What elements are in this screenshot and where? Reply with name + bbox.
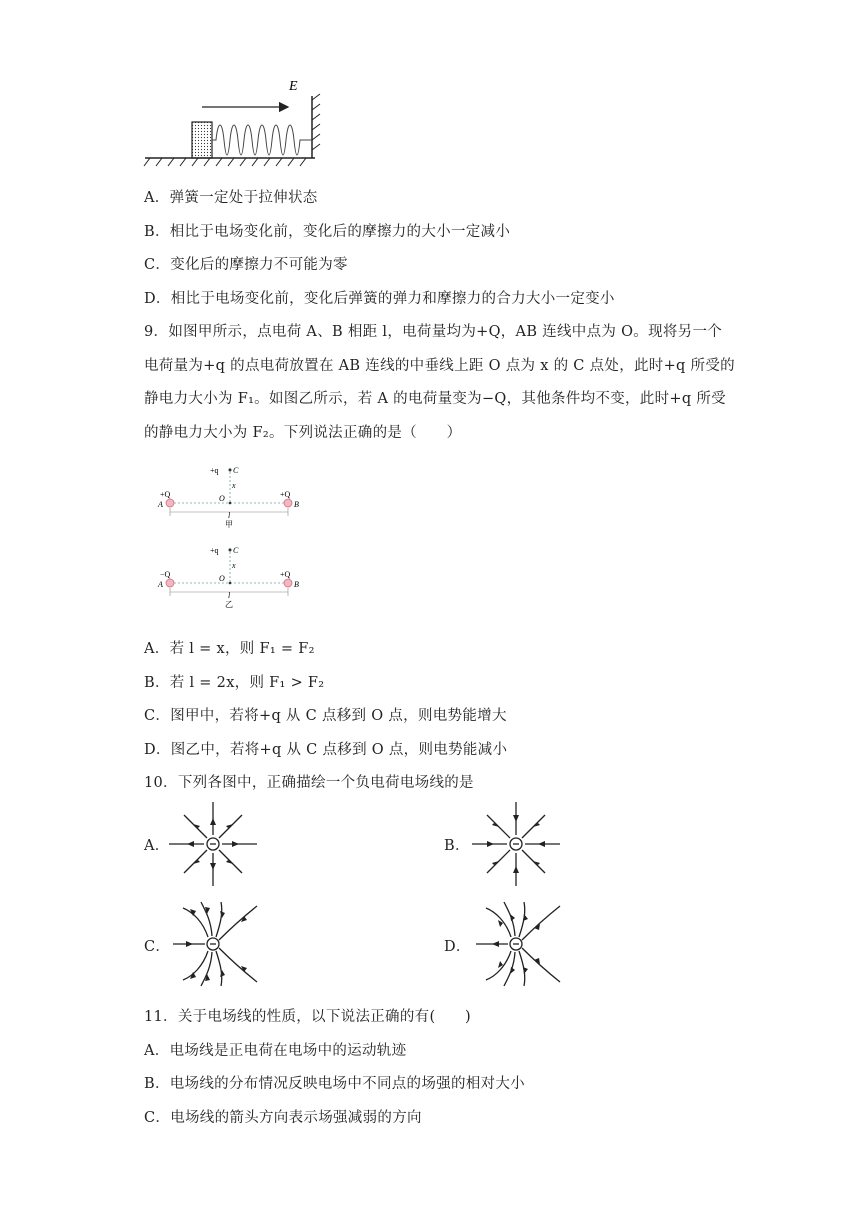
figure-yi bbox=[150, 540, 310, 608]
fig-jia-x: x bbox=[232, 481, 236, 490]
fig-yi-qb: +Q bbox=[280, 570, 291, 579]
fig-jia-o: O bbox=[219, 494, 225, 503]
fig-yi-a: A bbox=[158, 580, 163, 589]
fig-jia-qb: +Q bbox=[280, 490, 291, 499]
fig-jia-qa: +Q bbox=[160, 490, 171, 499]
fig-yi-o: O bbox=[219, 574, 225, 583]
figure-jia bbox=[150, 460, 310, 528]
q8-option-c: C．变化后的摩擦力不可能为零 bbox=[144, 257, 348, 273]
q9-stem-line-1: 9．如图甲所示，点电荷 A、B 相距 l，电荷量均为+Q，AB 连线中点为 O。现将另一个 bbox=[144, 324, 723, 340]
q10-label-d: D． bbox=[444, 939, 471, 955]
q11-stem: 11．关于电场线的性质，以下说法正确的有( ) bbox=[144, 1009, 471, 1025]
q9-option-a: A．若 l = x，则 F₁ = F₂ bbox=[144, 641, 315, 657]
spring-block-figure bbox=[140, 70, 330, 170]
fig-jia-caption: 甲 bbox=[225, 520, 233, 528]
q9-stem-line-4: 的静电力大小为 F₂。下列说法正确的是（ ） bbox=[144, 425, 462, 441]
q10-label-b: B． bbox=[444, 838, 470, 854]
fig-yi-c: C bbox=[233, 546, 239, 555]
q10-label-a: A． bbox=[144, 838, 170, 854]
q9-option-d: D．图乙中，若将+q 从 C 点移到 O 点，则电势能减小 bbox=[144, 742, 508, 758]
q10-label-c: C． bbox=[144, 939, 171, 955]
fig-jia-qc: +q bbox=[210, 466, 219, 475]
field-figure-d bbox=[471, 900, 566, 990]
field-label-e: E bbox=[289, 79, 298, 94]
fig-jia-c: C bbox=[233, 466, 239, 475]
fig-yi-qc: +q bbox=[210, 546, 219, 555]
fig-yi-b: B bbox=[294, 580, 299, 589]
q9-option-c: C．图甲中，若将+q 从 C 点移到 O 点，则电势能增大 bbox=[144, 708, 507, 724]
q11-option-c: C．电场线的箭头方向表示场强减弱的方向 bbox=[144, 1110, 422, 1126]
q10-stem: 10．下列各图中，正确描绘一个负电荷电场线的是 bbox=[144, 775, 474, 791]
fig-yi-qa: −Q bbox=[160, 570, 171, 579]
q8-option-b: B．相比于电场变化前，变化后的摩擦力的大小一定减小 bbox=[144, 224, 511, 240]
q11-option-b: B．电场线的分布情况反映电场中不同点的场强的相对大小 bbox=[144, 1076, 525, 1092]
fig-yi-l: l bbox=[228, 591, 231, 600]
q8-option-a: A．弹簧一定处于拉伸状态 bbox=[144, 190, 318, 206]
q11-option-a: A．电场线是正电荷在电场中的运动轨迹 bbox=[144, 1043, 407, 1059]
fig-yi-x: x bbox=[232, 561, 236, 570]
q9-stem-line-2: 电荷量为+q 的点电荷放置在 AB 连线的中垂线上距 O 点为 x 的 C 点处，此时+q 所受的 bbox=[144, 358, 735, 374]
field-figure-a bbox=[168, 800, 258, 888]
q8-option-d: D．相比于电场变化前，变化后弹簧的弹力和摩擦力的合力大小一定变小 bbox=[144, 291, 615, 307]
fig-jia-a: A bbox=[158, 500, 163, 509]
fig-jia-b: B bbox=[294, 500, 299, 509]
q9-option-b: B．若 l = 2x，则 F₁ > F₂ bbox=[144, 675, 325, 691]
fig-jia-l: l bbox=[228, 511, 231, 520]
fig-yi-caption: 乙 bbox=[225, 600, 233, 608]
field-figure-b bbox=[471, 800, 561, 888]
field-figure-c bbox=[168, 900, 263, 990]
q9-stem-line-3: 静电力大小为 F₁。如图乙所示，若 A 的电荷量变为−Q，其他条件均不变，此时+q 所受 bbox=[144, 391, 726, 407]
